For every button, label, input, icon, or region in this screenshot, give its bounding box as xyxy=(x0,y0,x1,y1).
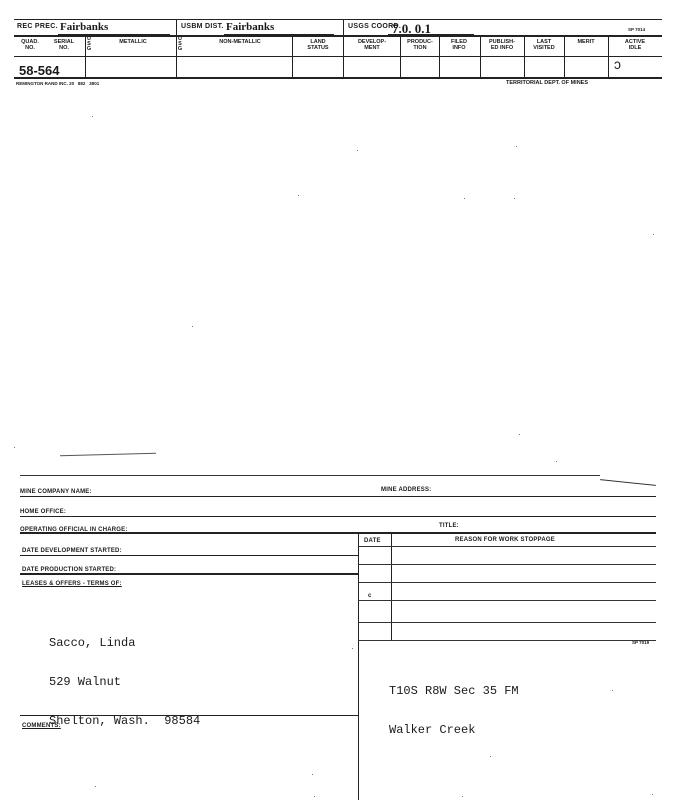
col-quad-no: QUAD. NO. xyxy=(21,39,39,51)
col-development: DEVELOP- MENT xyxy=(357,39,387,51)
date-development-label: DATE DEVELOPMENT STARTED: xyxy=(22,548,122,554)
comments-label: COMMENTS: xyxy=(22,723,61,729)
lessee-line: Shelton, Wash. 98584 xyxy=(49,714,201,728)
col-non-metallic: NON-METALLIC xyxy=(219,39,261,45)
active-checkmark: ↄ xyxy=(614,56,621,72)
mine-company-label: MINE COMPANY NAME: xyxy=(20,489,92,495)
leases-label: LEASES & OFFERS - TERMS OF: xyxy=(22,581,122,587)
col-last-visited: LAST VISITED xyxy=(533,39,555,51)
location-line: Walker Creek xyxy=(389,723,476,737)
usbm-dist-label: USBM DIST. xyxy=(181,23,224,30)
quad-serial-value: 58-564 xyxy=(19,63,60,78)
usbm-dist-value: Fairbanks xyxy=(226,21,275,33)
col-merit: MERIT xyxy=(577,39,595,45)
date-production-label: DATE PRODUCTION STARTED: xyxy=(22,567,117,573)
usgs-coord-label: USGS COORD. xyxy=(348,23,402,30)
col-usg-2: U S G xyxy=(177,36,183,52)
col-land-status: LAND STATUS xyxy=(307,39,329,51)
location-block xyxy=(389,659,519,763)
operating-official-label: OPERATING OFFICIAL IN CHARGE: xyxy=(20,527,128,533)
department-name: TERRITORIAL DEPT. OF MINES xyxy=(506,80,588,86)
top-form-number: SP 7014 xyxy=(628,27,646,32)
reason-column-label: REASON FOR WORK STOPPAGE xyxy=(455,537,555,543)
date-column-label: DATE xyxy=(364,538,381,544)
col-usg-1: U S G xyxy=(86,36,92,52)
bottom-form-number: SP 7019 xyxy=(632,640,650,645)
col-serial-no: SERIAL NO. xyxy=(53,39,75,51)
col-metallic: METALLIC xyxy=(119,39,147,45)
date-mark: c xyxy=(368,593,372,599)
rec-prec-label: REC PREC. xyxy=(17,23,58,30)
col-active-idle: ACTIVE IDLE xyxy=(624,39,646,51)
rec-prec-value: Fairbanks xyxy=(60,21,109,33)
title-label: TITLE: xyxy=(439,523,459,529)
col-published-info: PUBLISH- ED INFO xyxy=(489,39,515,51)
location-line: T10S R8W Sec 35 FM xyxy=(389,684,519,698)
lessee-block xyxy=(49,611,200,754)
home-office-label: HOME OFFICE: xyxy=(20,509,67,515)
usgs-coord-value: 7.0. 0.1 xyxy=(392,21,431,36)
printer-line: REMINGTON RAND INC. 20 882 3801 xyxy=(16,81,100,86)
lessee-line: Sacco, Linda xyxy=(49,636,136,650)
col-filed-info: FILED INFO xyxy=(451,39,467,51)
lessee-line: 529 Walnut xyxy=(49,675,122,689)
mine-address-label: MINE ADDRESS: xyxy=(381,487,432,493)
col-production: PRODUC- TION xyxy=(407,39,433,51)
